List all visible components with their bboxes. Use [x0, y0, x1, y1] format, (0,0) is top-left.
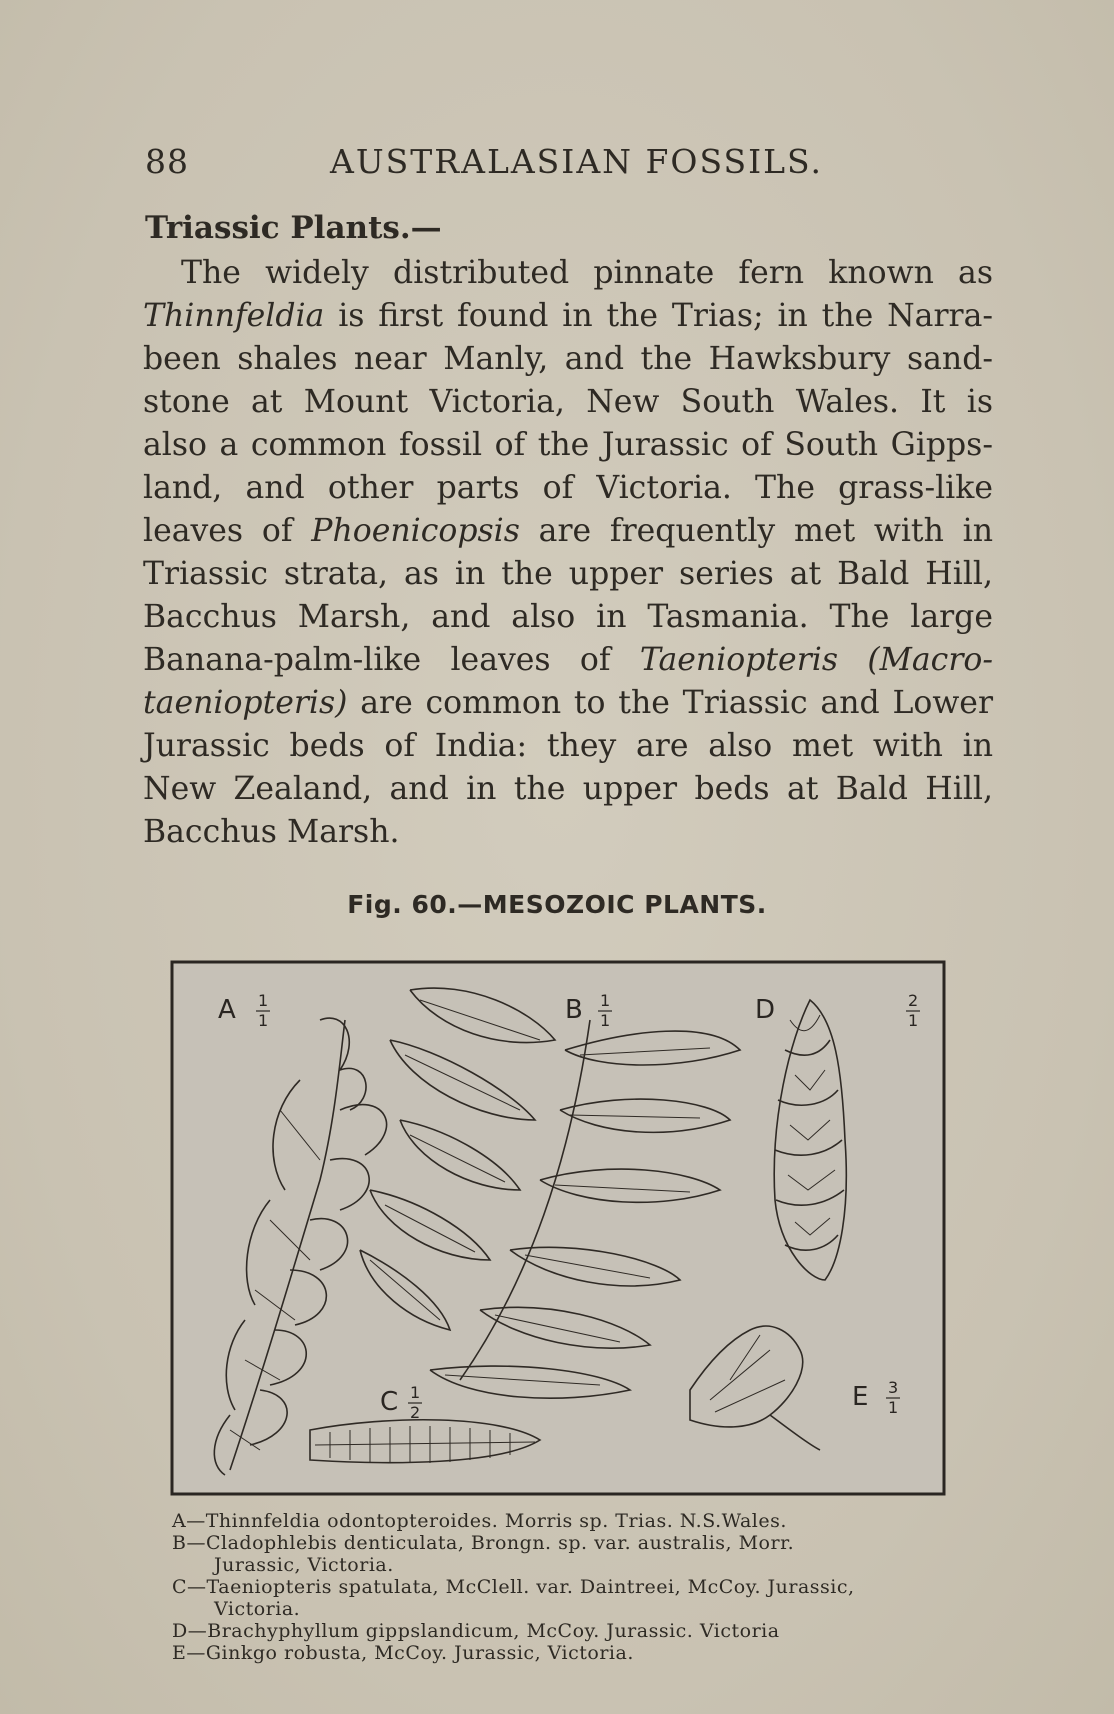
- legend-item-C: C—Taeniopteris spatulata, McClell. var. Daintreei, McCoy. Jurassic,: [172, 1576, 855, 1598]
- label-B-num: 1: [600, 991, 611, 1010]
- legend-item-B-cont: Jurassic, Victoria.: [214, 1554, 394, 1576]
- label-C-num: 1: [410, 1383, 421, 1402]
- label-A: A: [218, 995, 236, 1025]
- running-title: AUSTRALASIAN FOSSILS.: [330, 142, 823, 181]
- legend-item-E: E—Ginkgo robusta, McCoy. Jurassic, Victoria.: [172, 1642, 634, 1664]
- text-line: leaves of Phoenicopsis are frequently met with in: [143, 513, 994, 549]
- text-line: Thinnfeldia is first found in the Trias; in the Narra-: [143, 298, 993, 334]
- label-B-den: 1: [600, 1011, 611, 1030]
- text-line: Jurassic beds of India: they are also met with in: [143, 728, 993, 764]
- legend-item-A: A—Thinnfeldia odontopteroides. Morris sp. Trias. N.S.Wales.: [172, 1510, 787, 1532]
- text-line: Bacchus Marsh.: [143, 814, 400, 850]
- fossil-plates-figure: [170, 960, 946, 1496]
- text-line: stone at Mount Victoria, New South Wales. It is: [143, 384, 993, 420]
- label-D-num: 2: [908, 991, 919, 1010]
- label-E-num: 3: [888, 1378, 899, 1397]
- legend-item-B: B—Cladophlebis denticulata, Brongn. sp. var. australis, Morr.: [172, 1532, 795, 1554]
- label-C: C: [380, 1387, 399, 1417]
- figure-legend: [172, 1510, 972, 1664]
- label-A-den: 1: [258, 1011, 269, 1030]
- label-D-den: 1: [908, 1011, 919, 1030]
- label-E: E: [852, 1382, 869, 1412]
- label-E-den: 1: [888, 1398, 899, 1417]
- text-line: taeniopteris) are common to the Triassic and Lower: [143, 685, 993, 721]
- page-number: 88: [145, 142, 189, 181]
- figure-caption: Fig. 60.—MESOZOIC PLANTS.: [347, 890, 767, 919]
- body-paragraph: [143, 252, 993, 854]
- label-B: B: [565, 995, 583, 1025]
- page-header: [145, 142, 965, 192]
- text-line: New Zealand, and in the upper beds at Bald Hill,: [143, 771, 993, 807]
- text-line: Banana-palm-like leaves of Taeniopteris (Macro-: [143, 642, 993, 678]
- text-line: also a common fossil of the Jurassic of South Gipps-: [143, 427, 993, 463]
- label-C-den: 2: [410, 1403, 421, 1422]
- text-line: been shales near Manly, and the Hawksbury sand-: [143, 341, 993, 377]
- label-D: D: [755, 995, 776, 1025]
- text-line: Triassic strata, as in the upper series at Bald Hill,: [143, 556, 993, 592]
- legend-item-D: D—Brachyphyllum gippslandicum, McCoy. Jurassic. Victoria: [172, 1620, 780, 1642]
- text-line: land, and other parts of Victoria. The grass-like: [143, 470, 993, 506]
- legend-item-C-cont: Victoria.: [214, 1598, 301, 1620]
- text-line: The widely distributed pinnate fern known as: [181, 255, 993, 291]
- text-line: Bacchus Marsh, and also in Tasmania. The large: [143, 599, 993, 635]
- section-heading: Triassic Plants.—: [145, 210, 442, 246]
- label-A-num: 1: [258, 991, 269, 1010]
